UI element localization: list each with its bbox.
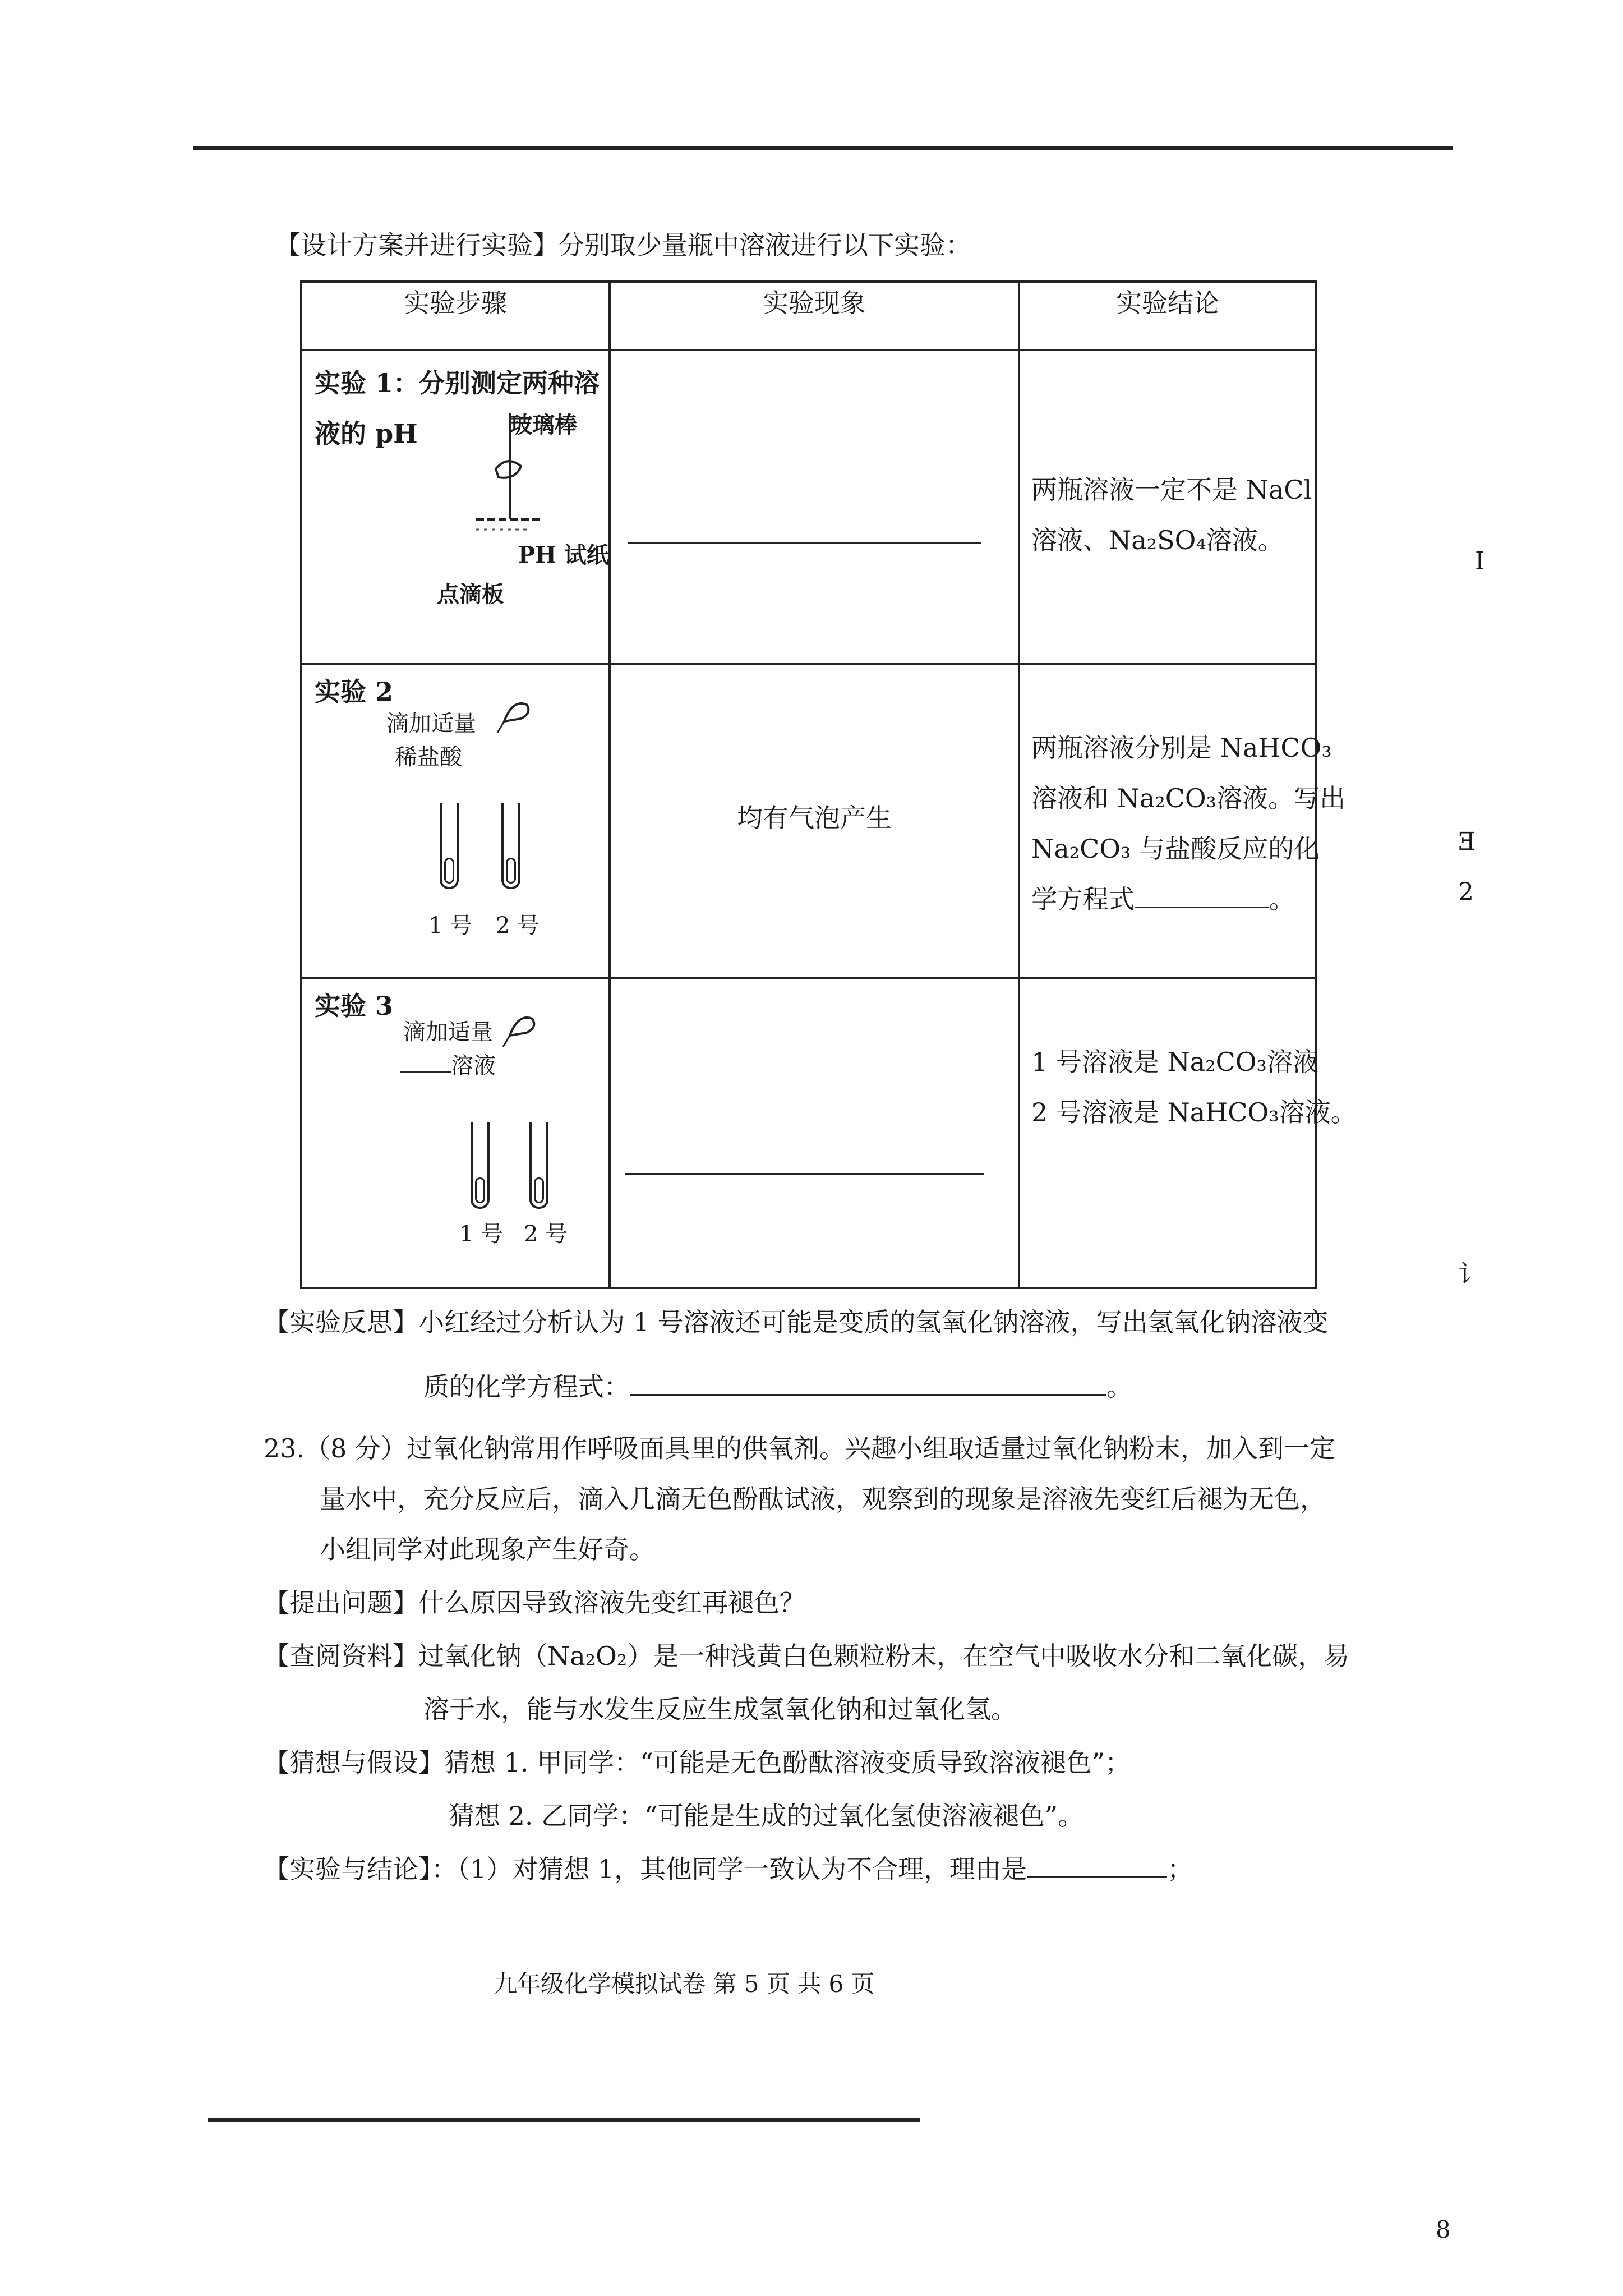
exp1-title-line1: 实验 1：分别测定两种溶 [315,368,600,398]
exp3-reagent-blank [400,1071,451,1073]
exp2-conclusion-line3: Na₂CO₃ 与盐酸反应的化 [1031,834,1320,864]
exp1-conclusion-line2: 溶液、Na₂SO₄溶液。 [1031,525,1284,555]
exp2-conclusion-line4 [1031,884,1295,915]
test-tube-2-icon [529,1122,548,1209]
q23-question: 【提出问题】什么原因导致溶液先变红再褪色？ [264,1588,805,1618]
ph-test-illustration [471,407,549,553]
exp3-phenomenon-blank [625,1173,984,1175]
q23-reason-blank [1027,1876,1167,1878]
reflection-suffix: 。 [1106,1372,1132,1402]
exp2-equation-blank [1135,907,1269,908]
dropper-icon [493,688,543,738]
margin-mark-1: I [1475,547,1485,576]
exp2-label-add1: 滴加适量 [386,711,476,737]
q23-line1: 23.（8 分）过氧化钠常用作呼吸面具里的供氧剂。兴趣小组取适量过氧化钠粉末，加入到一定 [264,1433,1336,1464]
label-glass-rod: 玻璃棒 [510,412,577,438]
test-tube-1-icon [440,803,459,889]
label-drop-plate: 点滴板 [437,581,504,608]
exp3-steps-cell [301,978,610,1288]
exp2-label-add2: 稀盐酸 [395,744,462,770]
exp2-conclusion-line2: 溶液和 Na₂CO₃溶液。写出 [1031,783,1346,813]
test-tube-1-icon [471,1122,490,1209]
exp1-conclusion-line1: 两瓶溶液一定不是 NaCl [1031,475,1312,505]
exp2-equation-prefix: 学方程式 [1031,884,1135,914]
exp3-conclusion-cell [1019,978,1357,1288]
exp3-tube1-label: 1 号 [459,1221,504,1247]
exp2-steps-cell [301,664,610,978]
top-rule [193,146,1453,150]
exp1-conclusion-cell [1019,350,1316,664]
exp2-equation-suffix: 。 [1269,884,1295,914]
experiment-table [300,280,1357,1289]
exp3-phenomenon-cell [610,978,1019,1288]
exp2-tube2-label: 2 号 [496,913,540,938]
q23-line3: 小组同学对此现象产生好奇。 [320,1534,655,1565]
exp3-conclusion-line1: 1 号溶液是 Na₂CO₃溶液 [1031,1047,1318,1077]
exp2-conclusion-cell [1019,664,1346,978]
exp2-phenomenon: 均有气泡产生 [737,803,892,833]
exp1-title-line2: 液的 pH [315,418,418,449]
exp2-title: 实验 2 [315,677,394,707]
exp3-title: 实验 3 [315,991,394,1021]
q23-info-line1: 【查阅资料】过氧化钠（Na₂O₂）是一种浅黄白色颗粒粉末，在空气中吸收水分和二氧化碳，易 [264,1641,1350,1671]
reflection-prefix: 质的化学方程式： [423,1372,630,1402]
exp1-phenomenon-cell [610,350,1019,664]
reflection-line2 [423,1372,1132,1402]
design-intro: 【设计方案并进行实验】分别取少量瓶中溶液进行以下实验： [275,230,971,260]
q23-conclusion-suffix: ； [1167,1854,1193,1884]
margin-mark-3: 2 [1458,878,1474,907]
margin-mark-4: 讠 [1458,1260,1483,1289]
test-tube-2-icon [501,803,520,889]
exp2-conclusion-line1: 两瓶溶液分别是 NaHCO₃ [1031,733,1332,763]
reflection-line1: 【实验反思】小红经过分析认为 1 号溶液还可能是变质的氢氧化钠溶液，写出氢氧化钠溶液变 [264,1307,1329,1337]
q23-conclusion [264,1854,1193,1885]
header-conclusion: 实验结论 [1019,282,1316,350]
q23-guess2: 猜想 2. 乙同学：“可能是生成的过氧化氢使溶液褪色”。 [449,1801,1084,1831]
reflection-equation-blank [630,1394,1106,1396]
exp2-tube1-label: 1 号 [428,913,473,938]
q23-guess1: 【猜想与假设】猜想 1. 甲同学：“可能是无色酚酞溶液变质导致溶液褪色”； [264,1747,1131,1778]
exp3-label-add2-line [400,1052,496,1079]
header-phenomena: 实验现象 [610,282,1019,350]
dropper-icon [499,1002,549,1052]
bottom-rule [208,2118,920,2122]
exp1-steps-cell [301,350,610,664]
page-footer: 九年级化学模拟试卷 第 5 页 共 6 页 [494,1970,875,1998]
header-steps: 实验步骤 [301,282,610,350]
q23-info-line2: 溶于水，能与水发生反应生成氢氧化钠和过氧化氢。 [423,1694,1017,1724]
margin-mark-2: Ǝ [1458,827,1477,856]
q23-conclusion-prefix: 【实验与结论】：（1）对猜想 1，其他同学一致认为不合理，理由是 [264,1854,1027,1884]
exp3-conclusion-line2: 2 号溶液是 NaHCO₃溶液。 [1031,1097,1357,1128]
exp1-phenomenon-blank [628,542,981,544]
exp3-label-add1: 滴加适量 [403,1019,493,1045]
q23-line2: 量水中，充分反应后，滴入几滴无色酚酞试液，观察到的现象是溶液先变红后褪为无色， [320,1484,1326,1514]
exp2-phenomenon-cell [610,664,1019,978]
page-number: 8 [1436,2216,1451,2243]
exp3-tube2-label: 2 号 [524,1221,568,1247]
exp3-label-add2: 溶液 [451,1053,496,1079]
label-ph-paper: PH 试纸 [518,542,609,568]
